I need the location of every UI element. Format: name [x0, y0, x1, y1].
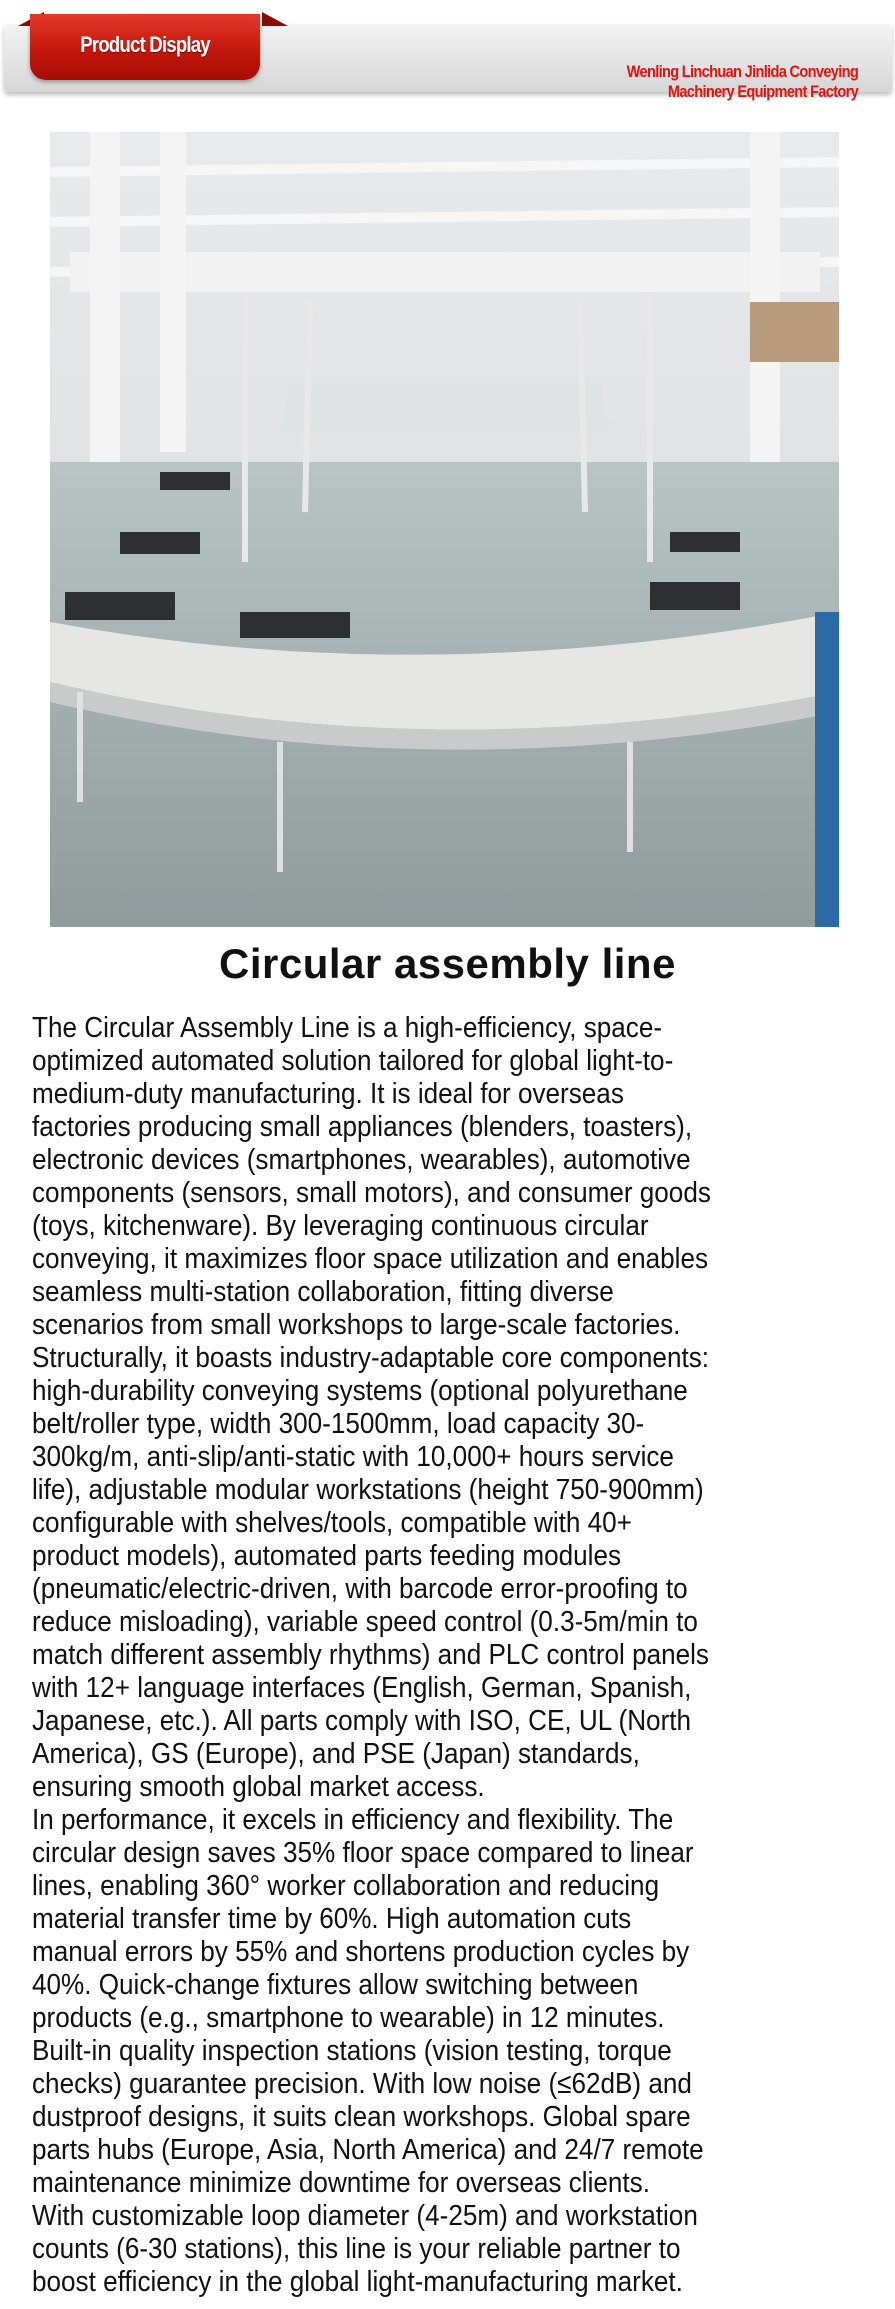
- description-line: lines, enabling 360° worker collaboration and reducing: [32, 1870, 660, 1902]
- description-line: counts (6-30 stations), this line is your reliable partner to: [32, 2233, 681, 2265]
- product-photo: [50, 132, 839, 927]
- product-display-ribbon: [30, 14, 260, 80]
- description-line: America), GS (Europe), and PSE (Japan) standards,: [32, 1738, 640, 1770]
- company-name-line1: Wenling Linchuan Jinlida Conveying: [626, 62, 858, 81]
- description-line: 40%. Quick-change fixtures allow switching between: [32, 1969, 639, 2001]
- description-line: boost efficiency in the global light-manufacturing market.: [32, 2266, 683, 2298]
- description-line: with 12+ language interfaces (English, German, Spanish,: [32, 1672, 692, 1704]
- description-line: Structurally, it boasts industry-adaptable core components:: [32, 1342, 710, 1374]
- description-line: electronic devices (smartphones, wearables), automotive: [32, 1144, 691, 1176]
- description-line: ensuring smooth global market access.: [32, 1771, 485, 1803]
- description-line: high-durability conveying systems (optional polyurethane: [32, 1375, 688, 1407]
- description-line: maintenance minimize downtime for overseas clients.: [32, 2167, 650, 2199]
- description-line: belt/roller type, width 300-1500mm, load capacity 30-: [32, 1408, 645, 1440]
- description-line: With customizable loop diameter (4-25m) and workstation: [32, 2200, 698, 2232]
- description-line: In performance, it excels in efficiency and flexibility. The: [32, 1804, 674, 1836]
- description-line: life), adjustable modular workstations (height 750-900mm): [32, 1474, 704, 1506]
- description-line: optimized automated solution tailored for global light-to-: [32, 1045, 674, 1077]
- description-line: checks) guarantee precision. With low noise (≤62dB) and: [32, 2068, 692, 2100]
- description-line: reduce misloading), variable speed control (0.3-5m/min to: [32, 1606, 698, 1638]
- description-line: The Circular Assembly Line is a high-efficiency, space-: [32, 1012, 663, 1044]
- description-line: parts hubs (Europe, Asia, North America) and 24/7 remote: [32, 2134, 704, 2166]
- product-display-label: Product Display: [80, 32, 210, 57]
- description-line: configurable with shelves/tools, compatible with 40+: [32, 1507, 632, 1539]
- description-line: 300kg/m, anti-slip/anti-static with 10,000+ hours service: [32, 1441, 674, 1473]
- description-line: seamless multi-station collaboration, fitting diverse: [32, 1276, 614, 1308]
- description-line: medium-duty manufacturing. It is ideal for overseas: [32, 1078, 624, 1110]
- company-name: [627, 62, 858, 102]
- product-title: Circular assembly line: [219, 940, 676, 987]
- description-line: dustproof designs, it suits clean workshops. Global spare: [32, 2101, 691, 2133]
- description-line: components (sensors, small motors), and consumer goods: [32, 1177, 711, 1209]
- description-line: circular design saves 35% floor space compared to linear: [32, 1837, 694, 1869]
- description-line: manual errors by 55% and shortens production cycles by: [32, 1936, 690, 1968]
- description-line: products (e.g., smartphone to wearable) in 12 minutes.: [32, 2002, 665, 2034]
- product-description: [32, 1012, 786, 2299]
- description-line: Built-in quality inspection stations (vision testing, torque: [32, 2035, 672, 2067]
- description-line: (toys, kitchenware). By leveraging continuous circular: [32, 1210, 649, 1242]
- description-line: material transfer time by 60%. High automation cuts: [32, 1903, 632, 1935]
- description-line: match different assembly rhythms) and PLC control panels: [32, 1639, 709, 1671]
- company-name-line2: Machinery Equipment Factory: [667, 82, 858, 101]
- description-line: Japanese, etc.). All parts comply with ISO, CE, UL (North: [32, 1705, 692, 1737]
- description-line: (pneumatic/electric-driven, with barcode error-proofing to: [32, 1573, 688, 1605]
- description-line: factories producing small appliances (blenders, toasters),: [32, 1111, 693, 1143]
- description-line: conveying, it maximizes floor space utilization and enables: [32, 1243, 709, 1275]
- description-line: product models), automated parts feeding modules: [32, 1540, 622, 1572]
- description-line: scenarios from small workshops to large-scale factories.: [32, 1309, 681, 1341]
